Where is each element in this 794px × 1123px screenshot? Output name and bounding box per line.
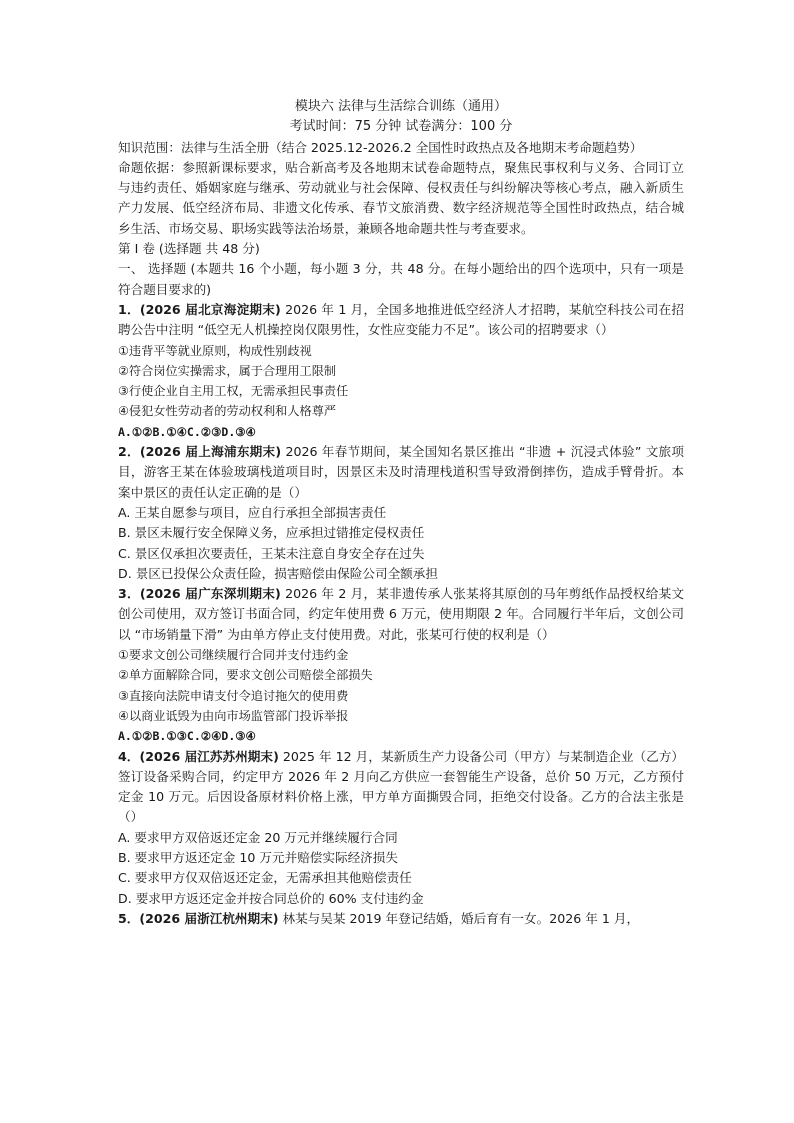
question-source: (2026 届江苏苏州期末) <box>139 748 279 764</box>
question-number: 3． <box>118 586 140 602</box>
part1-instruction: 一、 选择题 (本题共 16 个小题，每小题 3 分，共 48 分。在每小题给出的四个选项中，只有一项是符合题目要求的) <box>118 261 684 297</box>
question-number: 4． <box>118 748 140 764</box>
knowledge-scope: 知识范围：法律与生活全册（结合 2025.12-2026.2 全国性时政热点及各地期末考命题趋势） <box>118 139 643 155</box>
question-source: (2026 届上海浦东期末) <box>139 444 282 460</box>
answer-option-d: D. 景区已投保公众责任险，损害赔偿由保险公司全额承担 <box>118 565 438 581</box>
question-number: 1． <box>118 301 140 317</box>
answer-option-b: B. 景区未履行安全保障义务，应承担过错推定侵权责任 <box>118 525 425 541</box>
statement-option: ③直接向法院申请支付令追讨拖欠的使用费 <box>118 688 349 703</box>
answer-option-d: D. 要求甲方返还定金并按合同总价的 60% 支付违约金 <box>118 890 424 906</box>
question-source: (2026 届浙江杭州期末) <box>139 910 279 926</box>
statement-option: ③行使企业自主用工权，无需承担民事责任 <box>118 384 349 399</box>
statement-option: ②符合岗位实操需求，属于合理用工限制 <box>118 363 337 378</box>
proposition-basis: 命题依据：参照新课标要求，贴合新高考及各地期末试卷命题特点，聚焦民事权利与义务、合同订立与违约责任、婚姻家庭与继承、劳动就业与社会保障、侵权责任与纠纷解决等核心考点，融入新质生产力发展、低空经济布局、非遗文化传承、春节文旅消费、数字经济规范等全国性时政热点，结合城乡生活、市场交易、职场实践等法治场景，兼顾各地命题共性与考查要求。 <box>118 159 684 236</box>
question-number: 5． <box>118 910 140 926</box>
question-5 <box>118 909 684 929</box>
answer-option-c: C. 景区仅承担次要责任，王某未注意自身安全存在过失 <box>118 545 425 561</box>
statement-option: ④以商业诋毁为由向市场监管部门投诉举报 <box>118 708 349 723</box>
paper-title: 模块六 法律与生活综合训练（通用） <box>294 99 508 114</box>
statement-option: ①违背平等就业原则，构成性别歧视 <box>118 343 312 358</box>
question-stem: 2026 年春节期间，某全国知名景区推出 “非遗 + 沉浸式体验” 文旅项目，游客王某在体验玻璃栈道项目时，因景区未及时清理栈道积雪导致滑倒摔伤，造成手臂骨折。本案中景区的责任认定正确的是（） <box>118 444 685 500</box>
exam-paper <box>118 97 684 929</box>
question-source: (2026 届广东深圳期末) <box>139 586 281 602</box>
question-1 <box>118 300 684 341</box>
exam-info: 考试时间：75 分钟 试卷满分：100 分 <box>289 119 513 135</box>
question-stem: 2026 年 1 月，全国多地推进低空经济人才招聘，某航空科技公司在招聘公告中注明 “低空无人机操控岗仅限男性，女性应变能力不足”。该公司的招聘要求（） <box>118 301 685 338</box>
statement-option: ④侵犯女性劳动者的劳动权利和人格尊严 <box>118 404 337 419</box>
answer-option-c: C. 要求甲方仅双倍返还定金，无需承担其他赔偿责任 <box>118 870 412 886</box>
question-source: (2026 届北京海淀期末) <box>139 301 281 317</box>
answer-option-a: A. 王某自愿参与项目，应自行承担全部损害责任 <box>118 504 387 520</box>
question-3 <box>118 584 684 645</box>
question-stem: 2026 年 2 月，某非遗传承人张某将其原创的马年剪纸作品授权给某文创公司使用，双方签订书面合同，约定年使用费 6 万元，使用期限 2 年。合同履行半年后，文创公司以 “市场销量下滑” 为由单方停止支付使用费。对此，张某可行使的权利是（） <box>118 586 685 642</box>
part1-heading: 第 Ⅰ 卷 (选择题 共 48 分) <box>118 241 260 257</box>
question-stem: 2025 年 12 月，某新质生产力设备公司（甲方）与某制造企业（乙方）签订设备采购合同，约定甲方 2026 年 2 月向乙方供应一套智能生产设备，总价 50 万元，乙方预付定金 10 万元。后因设备原材料价格上涨，甲方单方面撕毁合同，拒绝交付设备。乙方的合法主张是（） <box>118 748 685 825</box>
answer-choices: A.①②B.①③C.②④D.③④ <box>118 729 256 744</box>
statement-option: ②单方面解除合同，要求文创公司赔偿全部损失 <box>118 668 373 683</box>
question-2 <box>118 442 684 503</box>
answer-choices: A.①②B.①④C.②③D.③④ <box>118 424 256 439</box>
answer-option-b: B. 要求甲方返还定金 10 万元并赔偿实际经济损失 <box>118 849 398 865</box>
question-number: 2． <box>118 444 140 460</box>
question-4 <box>118 747 684 828</box>
question-stem: 林某与吴某 2019 年登记结婚，婚后育有一女。2026 年 1 月， <box>278 910 640 926</box>
answer-option-a: A. 要求甲方双倍返还定金 20 万元并继续履行合同 <box>118 829 398 845</box>
statement-option: ①要求文创公司继续履行合同并支付违约金 <box>118 648 349 663</box>
